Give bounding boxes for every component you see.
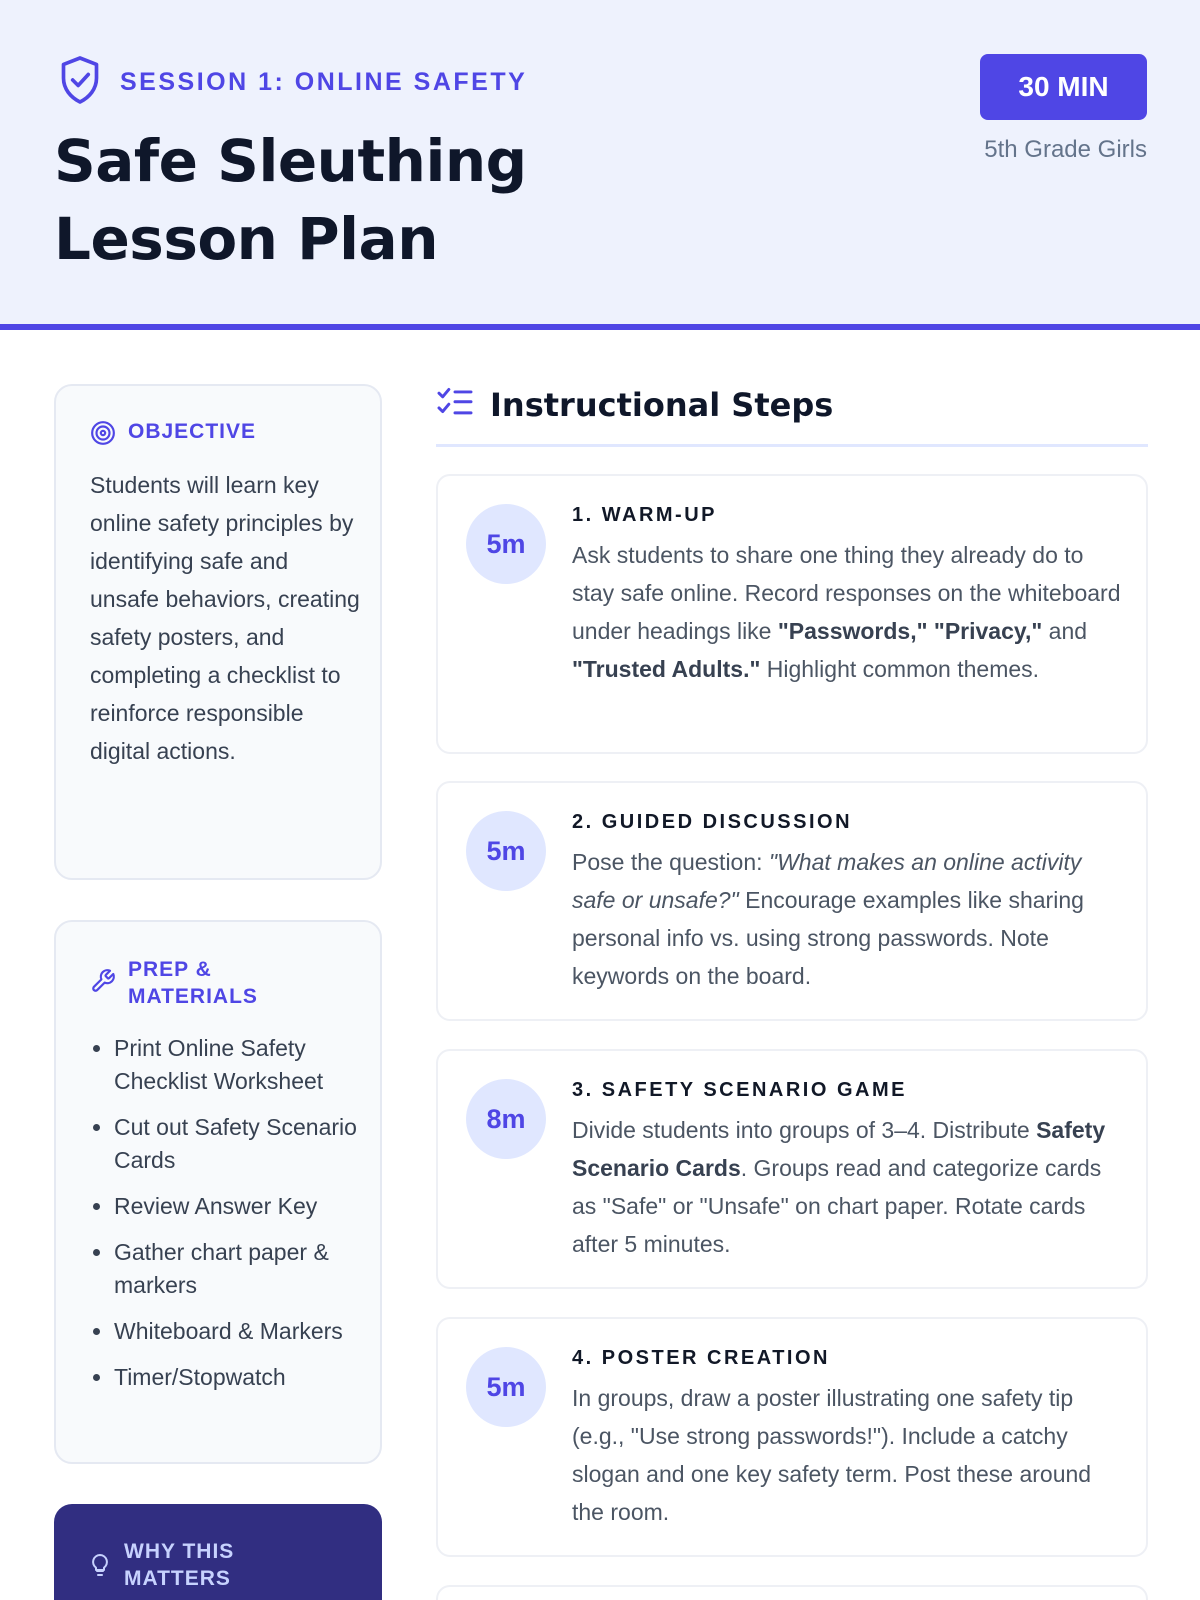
objective-heading xyxy=(90,418,256,451)
step-card-next xyxy=(436,1585,1148,1600)
duration-circle: 5m xyxy=(466,811,546,891)
list-item: • Review Answer Key xyxy=(114,1190,376,1223)
duration-circle: 5m xyxy=(466,504,546,584)
session-row xyxy=(58,54,527,111)
session-label: SESSION 1: ONLINE SAFETY xyxy=(120,68,528,96)
step-description: In groups, draw a poster illustrating one safety tip (e.g., "Use strong passwords!"). Include a catchy slogan and one key safety term. Post these around the room. xyxy=(572,1385,1092,1525)
step-card-poster-creation xyxy=(436,1317,1148,1557)
list-item: • Print Online Safety Checklist Worksheet xyxy=(114,1032,376,1098)
step-card-warm-up xyxy=(436,474,1148,754)
checklist-icon xyxy=(436,387,474,424)
target-icon xyxy=(90,420,116,451)
step-description: Ask students to share one thing they already do to stay safe online. Record responses on the whiteboard under headings like "Passwords," "Privacy," and "Trusted Adults." Highlight common themes. xyxy=(572,542,1121,682)
step-title: 4. POSTER CREATION xyxy=(572,1347,830,1369)
duration-circle: 5m xyxy=(466,1347,546,1427)
prep-heading xyxy=(90,956,258,1010)
objective-card xyxy=(54,384,382,880)
step-title: 1. WARM-UP xyxy=(572,504,717,526)
step-title: 2. GUIDED DISCUSSION xyxy=(572,811,853,833)
prep-materials-card xyxy=(54,920,382,1464)
list-item: • Cut out Safety Scenario Cards xyxy=(114,1111,376,1177)
why-label: WHY THIS MATTERS xyxy=(124,1540,235,1590)
list-item: • Timer/Stopwatch xyxy=(114,1361,376,1394)
audience-label: 5th Grade Girls xyxy=(984,136,1147,163)
step-title: 3. SAFETY SCENARIO GAME xyxy=(572,1079,907,1101)
list-item: • Whiteboard & Markers xyxy=(114,1315,376,1348)
duration-circle: 8m xyxy=(466,1079,546,1159)
step-description: Divide students into groups of 3–4. Distribute Safety Scenario Cards. Groups read and categorize cards as "Safe" or "Unsafe" on chart paper. Rotate cards after 5 minutes. xyxy=(572,1117,1106,1257)
lesson-header xyxy=(0,0,1200,330)
steps-title: Instructional Steps xyxy=(490,386,834,424)
shield-check-icon xyxy=(58,54,102,111)
objective-text: Students will learn key online safety principles by identifying safe and unsafe behaviors, creating safety posters, and completing a checklist to reinforce responsible digital actions. xyxy=(90,472,360,764)
materials-list xyxy=(114,1032,376,1407)
why-this-matters-card xyxy=(54,1504,382,1600)
list-item: • Gather chart paper & markers xyxy=(114,1236,376,1302)
duration-badge: 30 MIN xyxy=(980,54,1147,120)
why-heading xyxy=(88,1538,234,1592)
steps-heading xyxy=(436,386,833,424)
step-card-safety-scenario-game xyxy=(436,1049,1148,1289)
prep-label: PREP & MATERIALS xyxy=(128,958,258,1008)
lightbulb-icon xyxy=(88,1552,112,1583)
objective-label: OBJECTIVE xyxy=(128,420,257,443)
page-title: Safe Sleuthing Lesson Plan xyxy=(54,127,527,273)
step-description: Pose the question: "What makes an online activity safe or unsafe?" Encourage examples like sharing personal info vs. using strong passwords. Note keywords on the board. xyxy=(572,849,1084,989)
step-card-guided-discussion xyxy=(436,781,1148,1021)
divider xyxy=(436,444,1148,447)
wrench-icon xyxy=(90,968,116,999)
